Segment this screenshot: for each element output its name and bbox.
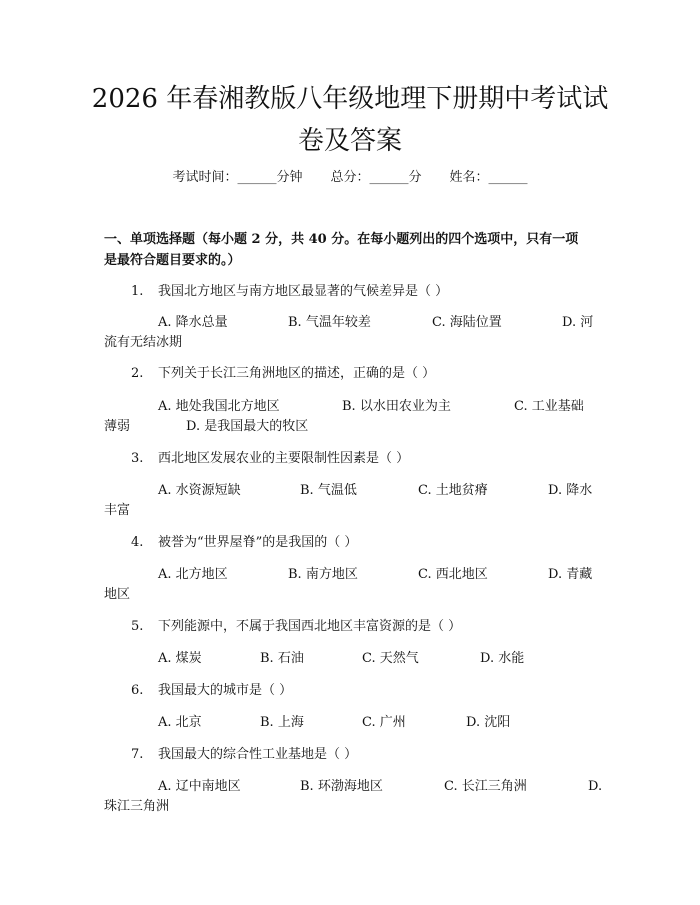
option-d: D.: [588, 779, 603, 794]
option-b: B. 环渤海地区: [300, 779, 383, 794]
section-heading: [104, 229, 604, 271]
option-continuation: 丰富: [104, 503, 131, 518]
question-number: 7.: [131, 747, 144, 762]
option-b: B. 气温年较差: [288, 315, 371, 330]
option-b: B. 上海: [260, 715, 304, 730]
question-options: [104, 649, 602, 669]
option-continuation: 流有无结冰期: [104, 335, 183, 350]
option-a: A. 辽中南地区: [158, 779, 241, 794]
question-number: 4.: [131, 535, 144, 550]
student-name: 姓名：______: [449, 170, 528, 185]
option-d: D. 沈阳: [466, 715, 511, 730]
exam-time: 考试时间：______分钟: [172, 170, 303, 185]
question-number: 3.: [131, 451, 144, 466]
option-a: A. 地处我国北方地区: [158, 399, 280, 414]
option-c: C. 长江三角洲: [444, 779, 527, 794]
option-c: C. 工业基础: [514, 399, 584, 414]
option-a: A. 煤炭: [158, 651, 202, 666]
title-line-2: 卷及答案: [297, 126, 402, 156]
option-d: D. 水能: [480, 651, 525, 666]
option-d: D. 青藏: [548, 567, 593, 582]
option-a: A. 水资源短缺: [158, 483, 241, 498]
section-heading-line-2: 是最符合题目要求的。）: [104, 253, 241, 268]
option-continuation: 珠江三角洲: [104, 799, 170, 814]
question-text: 被誉为“世界屋脊”的是我国的（ ）: [158, 535, 358, 550]
option-c: C. 土地贫瘠: [418, 483, 488, 498]
option-c: C. 天然气: [362, 651, 419, 666]
title-line-1: 2026 年春湘教版八年级地理下册期中考试试: [91, 84, 609, 114]
option-a: A. 北京: [158, 715, 202, 730]
option-c: C. 西北地区: [418, 567, 488, 582]
option-c: C. 海陆位置: [432, 315, 502, 330]
option-b: B. 石油: [260, 651, 304, 666]
question-stem: [131, 533, 611, 553]
question-number: 2.: [131, 366, 144, 381]
option-a: A. 北方地区: [158, 567, 228, 582]
question-stem: [131, 282, 611, 302]
question-number: 5.: [131, 619, 144, 634]
option-continuation: 地区: [104, 587, 131, 602]
option-d: D. 降水: [548, 483, 593, 498]
question-options: [104, 713, 602, 733]
option-d: D. 河: [562, 315, 594, 330]
question-stem: [131, 745, 611, 765]
total-score: 总分：______分: [330, 170, 422, 185]
question-number: 6.: [131, 683, 144, 698]
question-stem: [131, 681, 611, 701]
option-b: B. 南方地区: [288, 567, 358, 582]
option-a: A. 降水总量: [158, 315, 228, 330]
exam-meta: [0, 168, 700, 188]
question-options: [104, 313, 602, 353]
option-d: D. 是我国最大的牧区: [186, 419, 309, 434]
question-number: 1.: [131, 284, 144, 299]
question-text: 西北地区发展农业的主要限制性因素是（ ）: [158, 451, 410, 466]
option-b: B. 以水田农业为主: [342, 399, 451, 414]
question-options: [104, 777, 602, 817]
question-text: 我国最大的综合性工业基地是（ ）: [158, 747, 358, 762]
question-text: 我国北方地区与南方地区最显著的气候差异是（ ）: [158, 284, 449, 299]
question-options: [104, 565, 602, 605]
option-b: B. 气温低: [300, 483, 357, 498]
question-text: 下列关于长江三角洲地区的描述，正确的是（ ）: [158, 366, 436, 381]
question-stem: [131, 617, 611, 637]
question-stem: [131, 449, 611, 469]
question-text: 我国最大的城市是（ ）: [158, 683, 293, 698]
section-heading-line-1: 一、单项选择题（每小题 2 分，共 40 分。在每小题列出的四个选项中，只有一项: [104, 232, 579, 247]
document-title: [0, 78, 700, 162]
question-stem: [131, 364, 611, 384]
question-options: [104, 481, 602, 521]
option-continuation: 薄弱: [104, 419, 131, 434]
question-text: 下列能源中，不属于我国西北地区丰富资源的是（ ）: [158, 619, 462, 634]
question-options: [104, 397, 602, 437]
option-c: C. 广州: [362, 715, 406, 730]
